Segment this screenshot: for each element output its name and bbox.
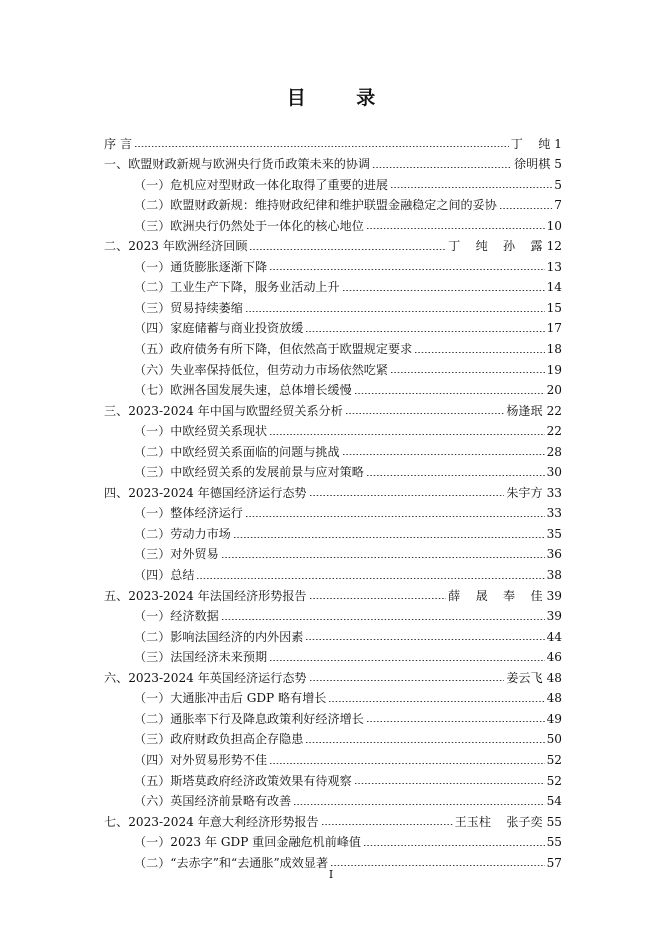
toc-entry-author: 朱宇方 [506,485,543,500]
toc-entry-title: （一）大通胀冲击后 GDP 略有增长 [134,691,327,706]
toc-entry[interactable] [104,398,562,419]
toc-subentry[interactable] [104,747,562,768]
toc-entry-title: （七）欧洲各国发展失速，总体增长缓慢 [134,383,352,398]
toc-entry-page: 14 [546,280,562,295]
toc-entry-page: 19 [546,362,562,377]
dot-leader [342,277,545,292]
toc-subentry[interactable] [104,542,562,563]
toc-entry-page: 35 [546,526,562,541]
toc-entry-title: （二）“去赤字”和“去通胀”成效显著 [134,855,329,870]
toc-entry-page: 5 [554,177,562,192]
toc-subentry[interactable] [104,686,562,707]
toc-entry-title: 一、欧盟财政新规与欧洲央行货币政策未来的协调 [104,157,371,172]
toc-subentry[interactable] [104,357,562,378]
toc-entry-title: 二、2023 年欧洲经济回顾 [104,239,248,254]
dot-leader [309,668,505,683]
toc-subentry[interactable] [104,768,562,789]
toc-subentry[interactable] [104,830,562,851]
toc-entry-title: （三）对外贸易 [134,547,219,562]
toc-entry-page: 15 [546,300,562,315]
toc-entry-page: 13 [546,259,562,274]
toc-entry-author: 王玉柱 张子奕 [454,814,543,829]
toc-entry-title: （五）斯塔莫政府经济政策效果有待观察 [134,773,352,788]
dot-leader [196,565,544,580]
toc-entry-title: （二）欧盟财政新规：维持财政纪律和维护联盟金融稳定之间的妥协 [134,198,497,213]
toc-entry-page: 1 [554,136,562,151]
toc-subentry[interactable] [104,562,562,583]
toc-subentry[interactable] [104,275,562,296]
toc-entry-page: 46 [546,650,562,665]
toc-entry-page: 48 [546,691,562,706]
dot-leader [269,257,545,272]
toc-entry-title: 七、2023-2024 年意大利经济形势报告 [104,814,319,829]
toc-entry-page: 17 [546,321,562,336]
toc-entry[interactable] [104,152,562,173]
toc-subentry[interactable] [104,172,562,193]
toc-subentry[interactable] [104,213,562,234]
toc-entry-page: 44 [546,629,562,644]
toc-entry-title: （一）危机应对型财政一体化取得了重要的进展 [134,177,388,192]
dot-leader [305,627,544,642]
toc-entry-page: 50 [546,732,562,747]
toc-subentry[interactable] [104,789,562,810]
toc-entry-page: 22 [546,424,562,439]
toc-subentry[interactable] [104,336,562,357]
dot-leader [354,771,545,786]
dot-leader [305,729,544,744]
toc-entry-title: （四）家庭储蓄与商业投资放缓 [134,321,304,336]
toc-entry-title: （三）法国经济未来预期 [134,650,268,665]
toc-subentry[interactable] [104,378,562,399]
toc-entry-page: 38 [546,568,562,583]
toc-entry-page: 39 [546,609,562,624]
toc-entry-page: 52 [546,752,562,767]
toc-entry-title: （二）中欧经贸关系面临的问题与挑战 [134,444,340,459]
dot-leader [309,586,447,601]
dot-leader [221,606,545,621]
dot-leader [372,154,512,169]
toc-subentry[interactable] [104,501,562,522]
toc-entry-page: 39 [546,588,562,603]
toc-subentry[interactable] [104,419,562,440]
toc-entry-title: （二）影响法国经济的内外因素 [134,629,304,644]
dot-leader [328,688,544,703]
toc-entry[interactable] [104,809,562,830]
dot-leader [354,380,545,395]
toc-entry-author: 杨逢珉 [506,403,543,418]
toc-entry-title: 三、2023-2024 年中国与欧盟经贸关系分析 [104,403,343,418]
toc-entry-page: 49 [546,711,562,726]
toc-entry-page: 20 [546,383,562,398]
toc-entry-page: 28 [546,444,562,459]
toc-subentry[interactable] [104,439,562,460]
dot-leader [269,647,545,662]
toc-entry-title: （三）中欧经贸关系的发展前景与应对策略 [134,465,364,480]
dot-leader [366,709,545,724]
toc-entry-title: （一）经济数据 [134,609,219,624]
toc-entry-page: 5 [554,157,562,172]
toc-entry-title: （四）对外贸易形势不佳 [134,752,268,767]
toc-entry-author: 丁 纯 [510,136,551,151]
dot-leader [499,195,552,210]
toc-entry-page: 55 [546,835,562,850]
toc-entry-page: 48 [546,670,562,685]
toc-subentry[interactable] [104,295,562,316]
toc-entry-page: 57 [546,855,562,870]
dot-leader [366,462,545,477]
toc-subentry[interactable] [104,706,562,727]
toc-entry-title: 四、2023-2024 年德国经济运行态势 [104,485,307,500]
table-of-contents [104,131,562,871]
toc-subentry[interactable] [104,460,562,481]
toc-entry-title: （二）工业生产下降，服务业活动上升 [134,280,340,295]
toc-entry[interactable] [104,480,562,501]
page-title: 目 录 [286,87,398,109]
toc-entry-title: （二）通胀率下行及降息政策利好经济增长 [134,711,364,726]
dot-leader [342,442,545,457]
dot-leader [221,544,545,559]
dot-leader [245,503,545,518]
toc-entry-title: 五、2023-2024 年法国经济形势报告 [104,588,307,603]
dot-leader [245,298,545,313]
toc-entry-title: （三）贸易持续萎缩 [134,300,243,315]
toc-entry-page: 22 [546,403,562,418]
toc-entry-page: 10 [546,218,562,233]
toc-entry-page: 18 [546,342,562,357]
toc-subentry[interactable] [104,645,562,666]
toc-entry-title: （四）总结 [134,568,195,583]
toc-entry-title: （二）劳动力市场 [134,526,231,541]
toc-entry-page: 7 [554,198,562,213]
dot-leader [390,175,552,190]
dot-leader [269,421,545,436]
toc-entry-page: 55 [546,814,562,829]
dot-leader [309,483,505,498]
toc-entry-page: 36 [546,547,562,562]
toc-entry-title: 六、2023-2024 年英国经济运行态势 [104,670,307,685]
dot-leader [305,318,544,333]
toc-entry-page: 52 [546,773,562,788]
dot-leader [233,524,545,539]
dot-leader [269,750,545,765]
toc-entry-page: 12 [546,239,562,254]
toc-subentry[interactable] [104,521,562,542]
dot-leader [249,236,446,251]
toc-entry-title: （六）失业率保持低位，但劳动力市场依然吃紧 [134,362,388,377]
toc-entry-author: 徐明棋 [514,157,551,172]
toc-subentry[interactable] [104,604,562,625]
toc-entry-page: 33 [546,506,562,521]
toc-entry[interactable] [104,665,562,686]
toc-entry-title: （五）政府债务有所下降，但依然高于欧盟规定要求 [134,342,413,357]
toc-entry-title: （一）整体经济运行 [134,506,243,521]
dot-leader [330,853,545,868]
toc-subentry[interactable] [104,727,562,748]
toc-entry-title: （一）通货膨胀逐渐下降 [134,259,268,274]
toc-entry-author: 薛 晟 奉 佳 [448,588,543,603]
toc-entry-page: 33 [546,485,562,500]
dot-leader [293,791,544,806]
toc-entry-page: 54 [546,794,562,809]
toc-entry-page: 30 [546,465,562,480]
toc-subentry[interactable] [104,193,562,214]
page-number: I [328,868,334,881]
dot-leader [366,216,545,231]
dot-leader [345,401,505,416]
toc-subentry[interactable] [104,254,562,275]
toc-entry-title: （一）2023 年 GDP 重回金融危机前峰值 [134,835,362,850]
toc-entry-author: 丁 纯 孙 露 [448,239,543,254]
toc-entry-title: （三）政府财政负担高企存隐患 [134,732,304,747]
toc-entry-title: 序 言 [104,136,133,151]
dot-leader [363,832,545,847]
dot-leader [390,360,545,375]
toc-entry-title: （三）欧洲央行仍然处于一体化的核心地位 [134,218,364,233]
toc-entry[interactable] [104,234,562,255]
toc-entry-title: （一）中欧经贸关系现状 [134,424,268,439]
toc-subentry[interactable] [104,624,562,645]
toc-entry-title: （六）英国经济前景略有改善 [134,794,292,809]
toc-entry[interactable] [104,131,562,152]
dot-leader [134,134,509,149]
dot-leader [414,339,544,354]
toc-entry[interactable] [104,583,562,604]
dot-leader [321,812,453,827]
toc-subentry[interactable] [104,316,562,337]
toc-entry-author: 姜云飞 [506,670,543,685]
